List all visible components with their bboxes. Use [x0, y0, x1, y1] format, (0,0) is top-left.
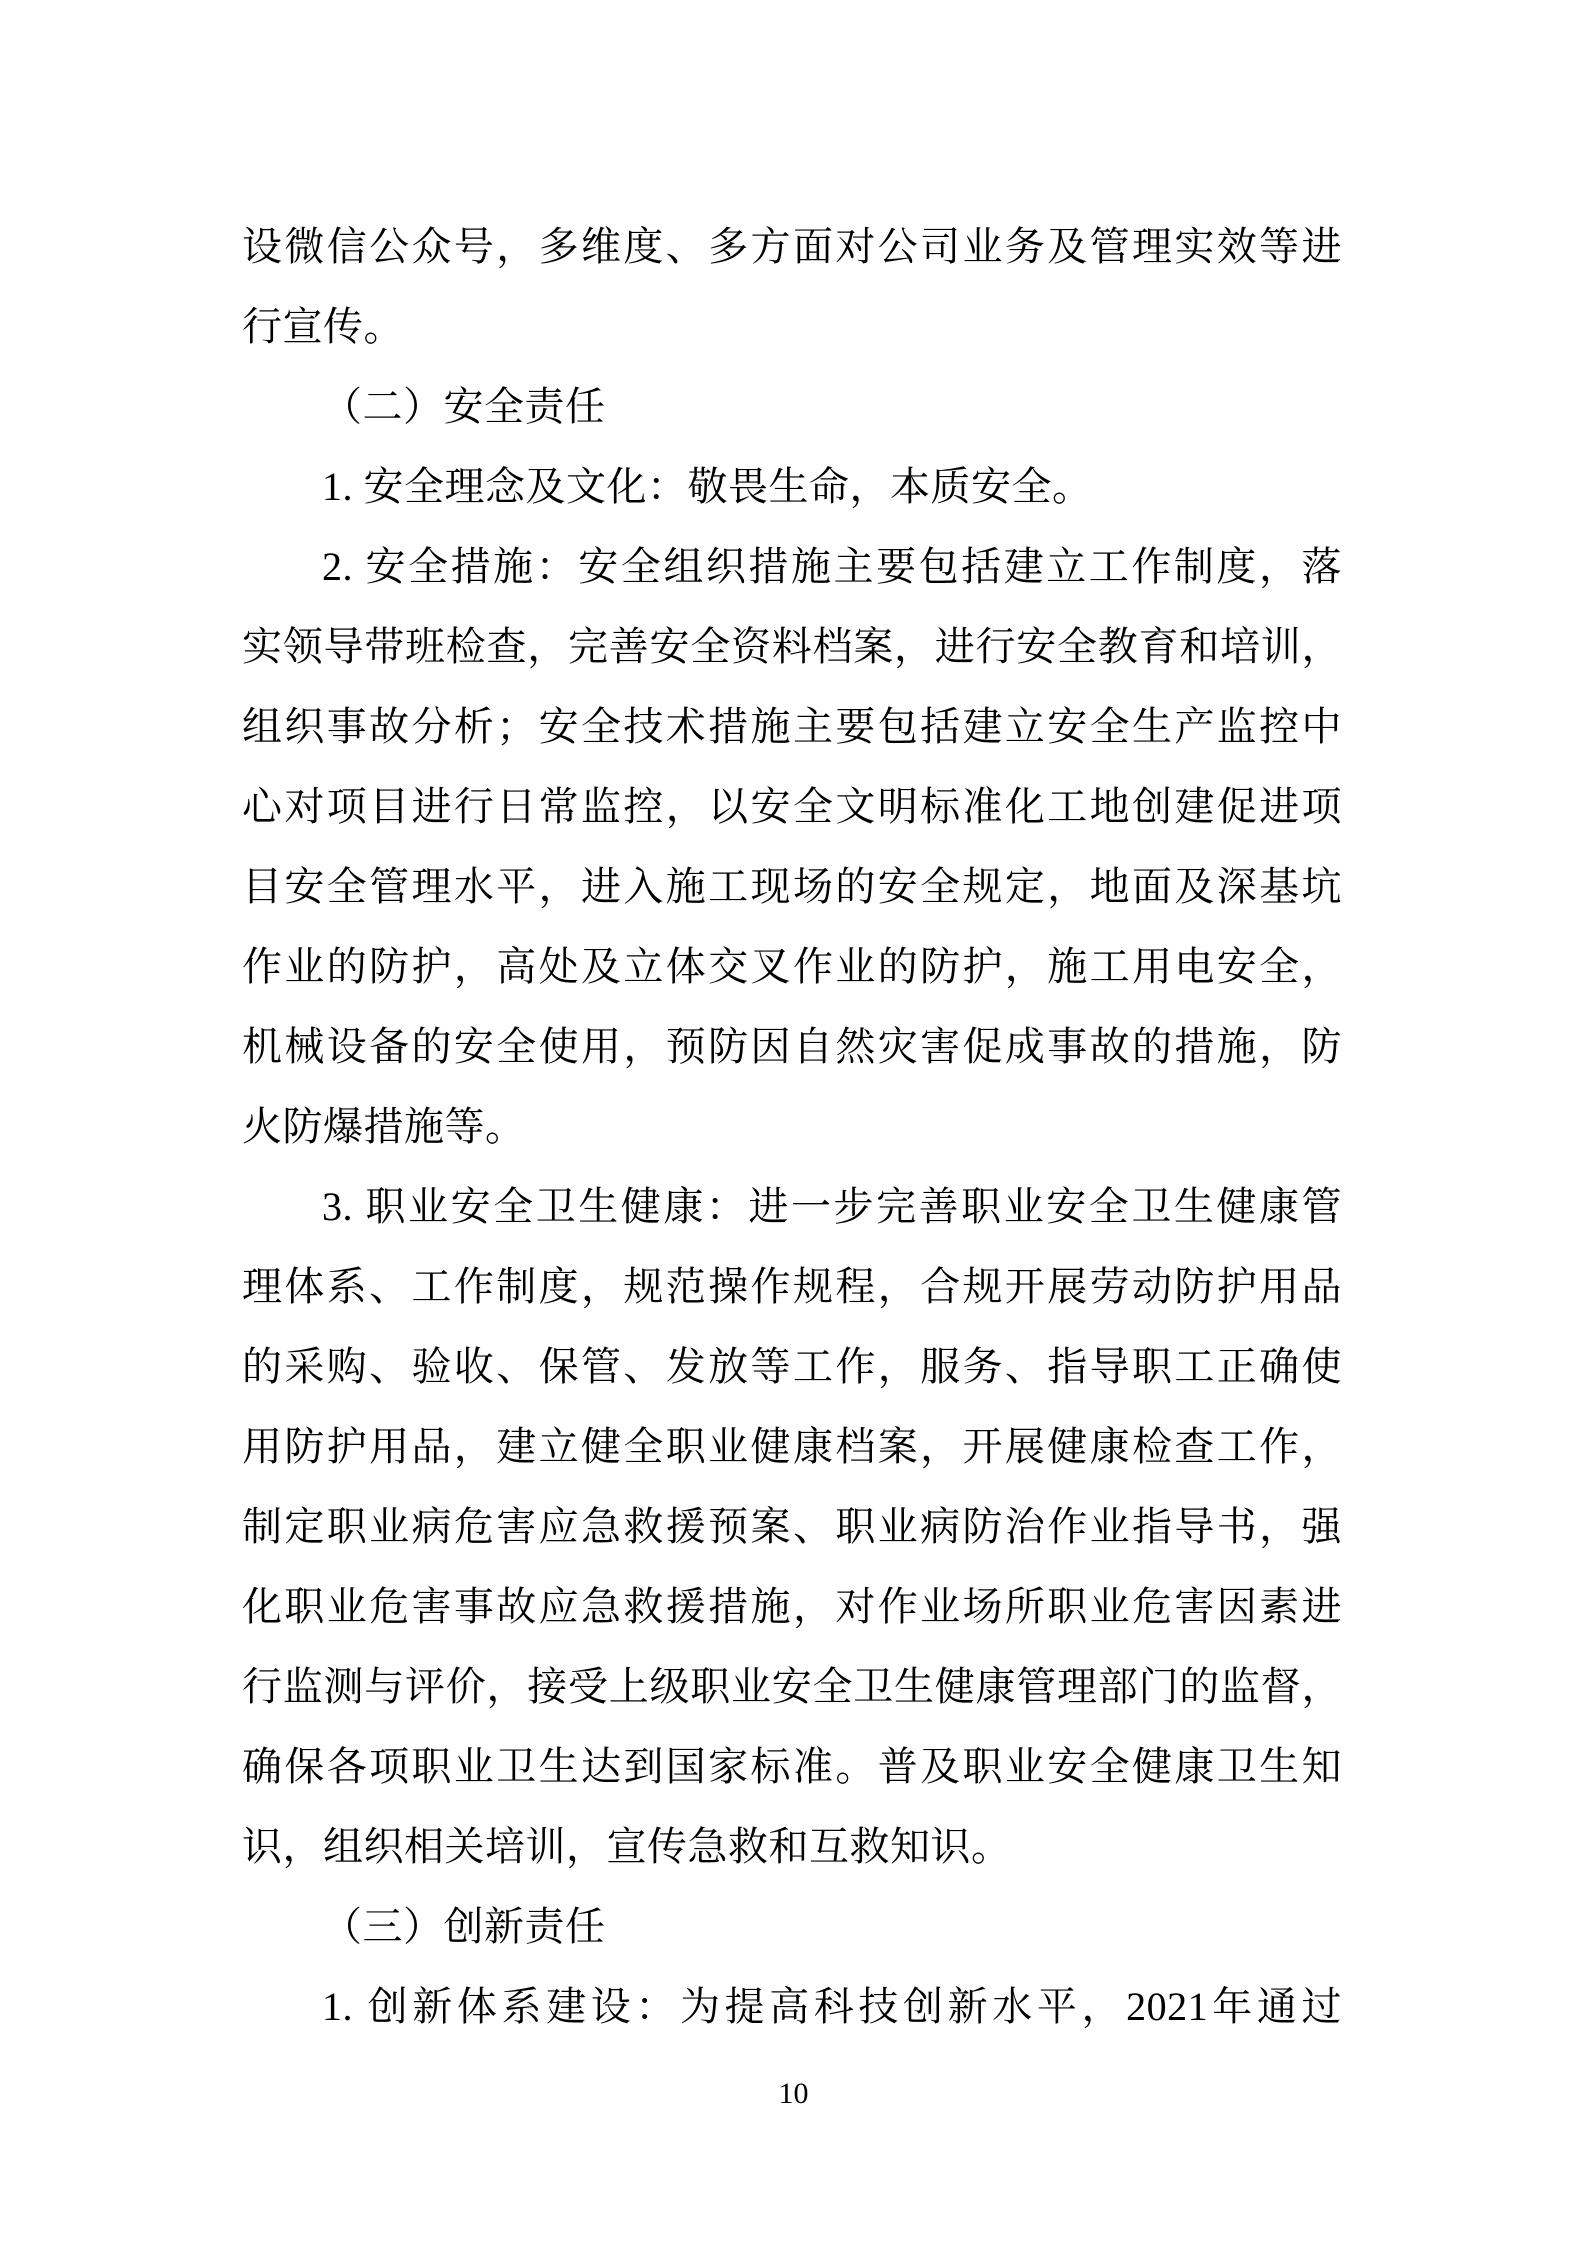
- text-block: [242, 207, 1342, 2047]
- text-line: 2. 安全措施：安全组织措施主要包括建立工作制度，落: [322, 544, 1342, 589]
- text-line: 确保各项职业卫生达到国家标准。普及职业安全健康卫生知: [242, 1744, 1342, 1789]
- text-line: 的采购、验收、保管、发放等工作，服务、指导职工正确使: [242, 1344, 1342, 1389]
- text-line: 1. 安全理念及文化：敬畏生命，本质安全。: [322, 464, 1093, 509]
- text-line: 行宣传。: [242, 304, 404, 349]
- text-line: 实领导带班检查，完善安全资料档案，进行安全教育和培训，: [242, 624, 1342, 669]
- text-line: 心对项目进行日常监控，以安全文明标准化工地创建促进项: [242, 784, 1342, 829]
- text-line: 用防护用品，建立健全职业健康档案，开展健康检查工作，: [242, 1424, 1342, 1469]
- text-line: 机械设备的安全使用，预防因自然灾害促成事故的措施，防: [242, 1024, 1342, 1069]
- text-line: 识，组织相关培训，宣传急救和互救知识。: [242, 1824, 1012, 1869]
- text-line: 理体系、工作制度，规范操作规程，合规开展劳动防护用品: [242, 1264, 1342, 1309]
- text-line: 火防爆措施等。: [242, 1104, 526, 1149]
- text-line: 行监测与评价，接受上级职业安全卫生健康管理部门的监督，: [242, 1664, 1342, 1709]
- page-number: 10: [778, 2077, 809, 2110]
- text-line: 目安全管理水平，进入施工现场的安全规定，地面及深基坑: [242, 864, 1342, 909]
- text-line: 组织事故分析；安全技术措施主要包括建立安全生产监控中: [242, 704, 1342, 749]
- text-line: 作业的防护，高处及立体交叉作业的防护，施工用电安全，: [242, 944, 1342, 989]
- text-line: 1. 创新体系建设：为提高科技创新水平，2021年通过: [322, 1984, 1342, 2029]
- text-line: （三）创新责任: [322, 1904, 606, 1949]
- text-line: 化职业危害事故应急救援措施，对作业场所职业危害因素进: [242, 1584, 1342, 1629]
- text-line: （二）安全责任: [322, 384, 606, 429]
- text-line: 设微信公众号，多维度、多方面对公司业务及管理实效等进: [242, 224, 1342, 269]
- text-line: 3. 职业安全卫生健康：进一步完善职业安全卫生健康管: [322, 1184, 1342, 1229]
- text-line: 制定职业病危害应急救援预案、职业病防治作业指导书，强: [242, 1504, 1342, 1549]
